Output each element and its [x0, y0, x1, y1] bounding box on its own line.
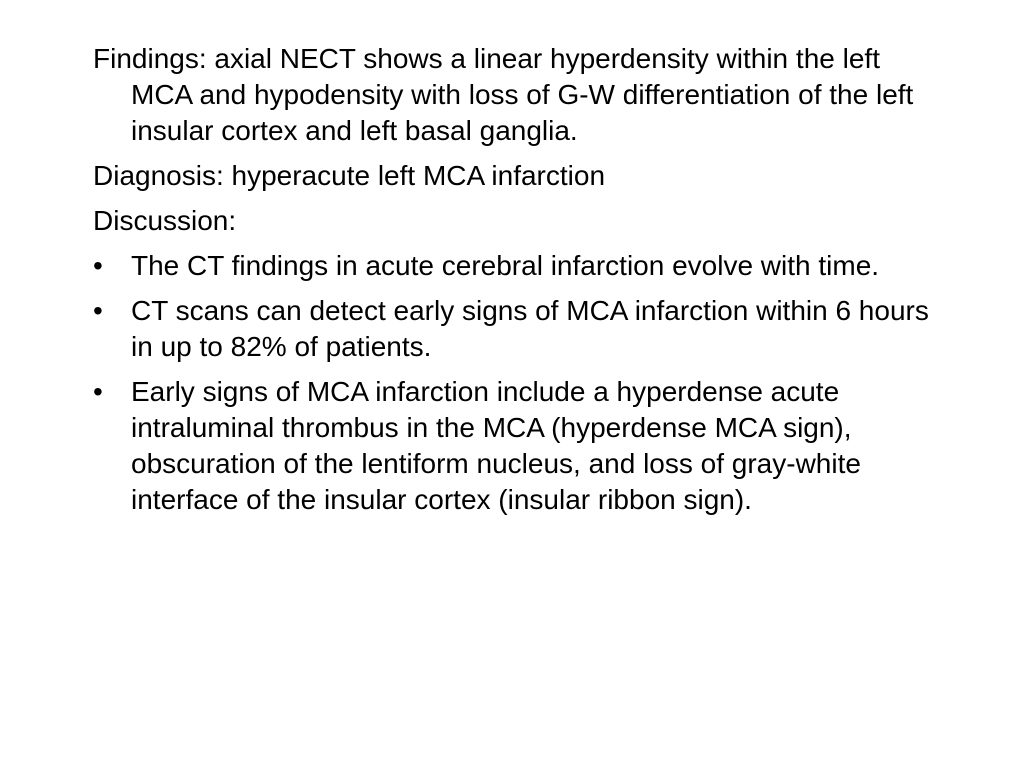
- bullet-item: [93, 248, 943, 284]
- bullet-item: [93, 293, 943, 365]
- bullet-icon: •: [93, 376, 103, 407]
- bullet-text: The CT findings in acute cerebral infarction evolve with time.: [131, 250, 880, 281]
- findings-text: Findings: axial NECT shows a linear hyperdensity within the left MCA and hypodensity with loss of G-W differentiation of the left insular cortex and left basal ganglia.: [93, 43, 914, 146]
- slide-body: [93, 41, 943, 527]
- bullet-text: CT scans can detect early signs of MCA infarction within 6 hours in up to 82% of patients.: [131, 295, 929, 362]
- bullet-item: [93, 374, 943, 518]
- bullet-icon: •: [93, 250, 103, 281]
- bullet-text: Early signs of MCA infarction include a hyperdense acute intraluminal thrombus in the MCA (hyperdense MCA sign), obscuration of the lentiform nucleus, and loss of gray-white interface of the insular cortex (insular ribbon sign).: [131, 376, 861, 515]
- bullet-icon: •: [93, 295, 103, 326]
- discussion-heading: Discussion:: [93, 205, 237, 236]
- diagnosis-text: Diagnosis: hyperacute left MCA infarction: [93, 160, 606, 191]
